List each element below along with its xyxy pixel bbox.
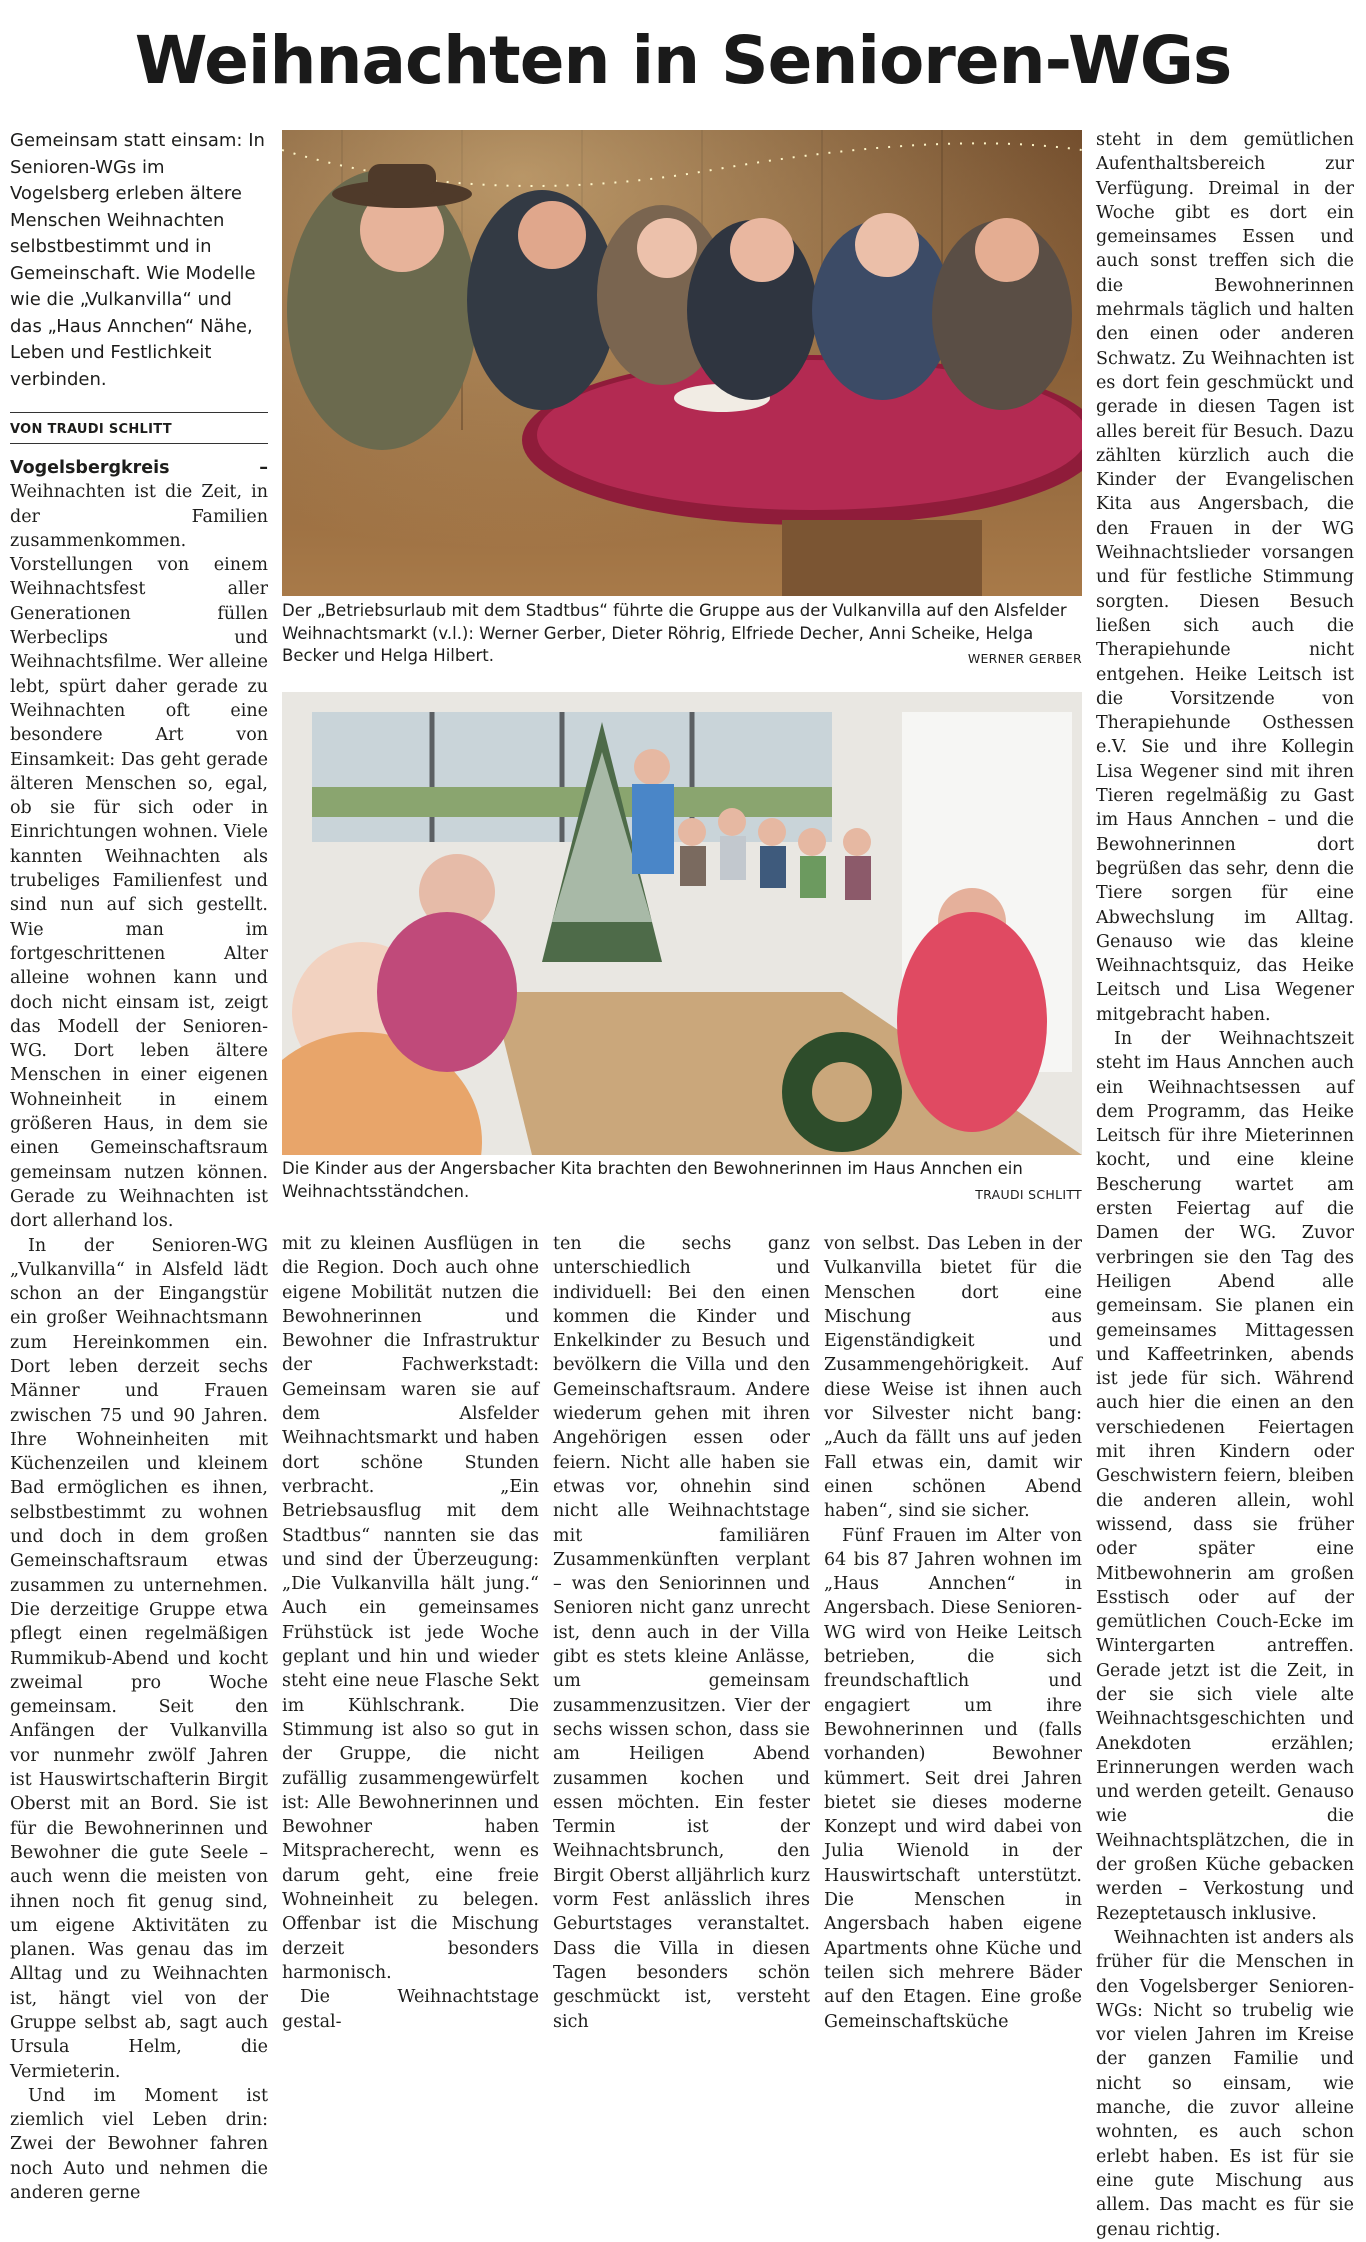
paragraph: steht in dem gemütlichen Aufenthaltsbereich zur Verfügung. Dreimal in der Woche gibt es dort ein gemeinsames Essen und auch sonst treffen sich die die Bewohnerinnen mehrmals täglich und halten den einen oder anderen Schwatz. Zu Weihnachten ist es dort fein geschmückt und gerade in diesen Tagen ist alles bereit für Besuch. Dazu zählten kürzlich auch die Kinder der Evangelischen Kita aus Angersbach, die den Frauen in der WG Weihnachtslieder vorsangen und für festliche Stimmung sorgten. Diesen Besuch ließen sich auch die Therapiehunde nicht entgehen. Heike Leitsch ist die Vorsitzende von Therapiehunde Osthessen e.V. Sie und ihre Kollegin Lisa Wegener sind mit ihren Tieren regelmäßig zu Gast im Haus Annchen – und die Bewohnerinnen dort begrüßen das sehr, denn die Tiere sorgen für eine Abwechslung im Alltag. Genauso wie das kleine Weihnachtsquiz, das Heike Leitsch und Lisa Wegener mitgebracht haben.: [1096, 130, 1354, 1025]
article-column-2: [282, 1232, 539, 2034]
photo-illustration: [282, 692, 1082, 1155]
article-column-4: [824, 1232, 1082, 2034]
photo1-caption: Der „Betriebsurlaub mit dem Stadtbus“ führte die Gruppe aus der Vulkanvilla auf den Alsfelder Weihnachtsmarkt (v.l.): Werner Gerber, Dieter Röhrig, Elfriede Decher, Anni Scheike, Helga Becker und Helga Hilbert.: [282, 601, 1067, 665]
paragraph: Die Weihnachtstage gestal-: [282, 1987, 539, 2032]
article-column-3: [553, 1232, 810, 2034]
paragraph: von selbst. Das Leben in der Vulkanvilla bietet für die Menschen dort eine Mischung aus Eigenständigkeit und Zusammengehörigkeit. Auf diese Weise ist ihnen auch vor Silvester nicht bang: „Auch da fällt uns auf jeden Fall etwas ein, damit wir einen schönen Abend haben“, sind sie sicher.: [824, 1234, 1082, 1522]
paragraph: Fünf Frauen im Alter von 64 bis 87 Jahren wohnen im „Haus Annchen“ in Angersbach. Diese Senioren-WG wird von Heike Leitsch betrieben, die sich freundschaftlich und engagiert um ihre Bewohnerinnen und (falls vorhanden) Bewohner kümmert. Seit drei Jahren bietet sie dieses moderne Konzept und wird dabei von Julia Wienold in der Hauswirtschaft unterstützt. Die Menschen in Angersbach haben eigene Apartments ohne Küche und teilen sich mehrere Bäder auf den Etagen. Eine große Gemeinschaftsküche: [824, 1525, 1082, 2032]
byline-rule-top: [10, 412, 268, 413]
paragraph: Weihnachten ist anders als früher für die Menschen in den Vogelsberger Senioren-WGs: Nicht so trubelig wie vor vielen Jahren im Kreise der ganzen Familie und nicht so einsam, wie manche, die zuvor alleine wohnten, es auch schon erlebt haben. Es ist für sie eine gute Mischung aus allem. Das macht es für sie genau richtig.: [1096, 1927, 1354, 2240]
paragraph-text: Weihnachten ist die Zeit, in der Familien zusammenkommen. Vorstellungen von einem Weihnachtsfest aller Generationen füllen Werbeclips und Weihnachtsfilme. Wer alleine lebt, spürt daher gerade zu Weihnachten oft eine besondere Art von Einsamkeit: Das geht gerade älteren Menschen so, egal, ob sie für sich oder in Einrichtungen wohnen. Viele kannten Weihnachten als trubeliges Familienfest und sind nun auf sich gestellt. Wie man im fortgeschrittenen Alter alleine wohnen kann und doch nicht einsam ist, zeigt das Modell der Senioren-WG. Dort leben ältere Menschen in einer eigenen Wohneinheit in einem größeren Haus, in dem sie einen Gemeinschaftsraum gemeinsam nutzen können. Gerade zu Weihnachten ist dort allerhand los.: [10, 482, 268, 1232]
lead-text: Gemeinsam statt einsam: In Senioren-WGs im Vogelsberg erleben ältere Menschen Weihnachten selbstbestimmt und in Gemeinschaft. Wie Modelle wie die „Vulkanvilla“ und das „Haus Annchen“ Nähe, Leben und Festlichkeit verbinden.: [10, 130, 265, 390]
article-column-5: [1096, 128, 1354, 2242]
photo2-caption: Die Kinder aus der Angersbacher Kita brachten den Bewohnerinnen im Haus Annchen ein Weihnachtsständchen.: [282, 1159, 1023, 1201]
paragraph: mit zu kleinen Ausflügen in die Region. Doch auch ohne eigene Mobilität nutzen die Bewohnerinnen und Bewohner die Infrastruktur der Fachwerkstadt: Gemeinsam waren sie auf dem Alsfelder Weihnachtsmarkt und haben dort schöne Stunden verbracht. „Ein Betriebsausflug mit dem Stadtbus“ nannten sie das und sind der Überzeugung: „Die Vulkanvilla hält jung.“ Auch ein gemeinsames Frühstück ist jede Woche geplant und hin und wieder steht eine neue Flasche Sekt im Kühlschrank. Die Stimmung ist also so gut in der Gruppe, die nicht zufällig zusammengewürfelt ist: Alle Bewohnerinnen und Bewohner haben Mitspracherecht, wenn es darum geht, eine freie Wohneinheit zu belegen. Offenbar ist die Mischung derzeit besonders harmonisch.: [282, 1234, 539, 1983]
byline-rule-bottom: [10, 443, 268, 444]
paragraph: Und im Moment ist ziemlich viel Leben drin: Zwei der Bewohner fahren noch Auto und nehmen die anderen gerne: [10, 2085, 268, 2204]
paragraph: ten die sechs ganz unterschiedlich und individuell: Bei den einen kommen die Kinder und Enkelkinder zu Besuch und bevölkern die Villa und den Gemeinschaftsraum. Andere wiederum gehen mit ihren Angehörigen essen oder feiern. Nicht alle haben sie etwas vor, ohnehin sind nicht alle Weihnachtstage mit familiären Zusammenkünften verplant – was den Seniorinnen und Senioren nicht ganz unrecht ist, denn auch in der Villa gibt es stets kleine Anlässe, um gemeinsam zusammenzusitzen. Vier der sechs wissen schon, dass sie am Heiligen Abend zusammen kochen und essen möchten. Ein fester Termin ist der Weihnachtsbrunch, den Birgit Oberst alljährlich kurz vorm Fest anlässlich ihres Geburtstages veranstaltet. Dass die Villa in diesen Tagen besonders schön geschmückt ist, versteht sich: [553, 1234, 810, 2032]
article-column-1: [10, 456, 268, 2205]
photo-christmas-market-group: [282, 130, 1082, 596]
dateline: Vogelsbergkreis –: [10, 458, 268, 478]
photo1-credit: WERNER GERBER: [967, 651, 1082, 666]
byline: VON TRAUDI SCHLITT: [10, 422, 172, 437]
headline: Weihnachten in Senioren-WGs: [134, 22, 1232, 99]
photo-illustration: [282, 130, 1082, 596]
photo2-credit: TRAUDI SCHLITT: [975, 1187, 1082, 1202]
paragraph: In der Weihnachtszeit steht im Haus Annchen auch ein Weihnachtsessen auf dem Programm, das Heike Leitsch für ihre Mieterinnen kocht, und eine kleine Bescherung wartet am ersten Feiertag auf die Damen der WG. Zuvor verbringen sie den Tag des Heiligen Abend alle gemeinsam. Sie planen ein gemeinsames Mittagessen und Kaffeetrinken, abends ist jede für sich. Während auch hier die einen an den verschiedenen Feiertagen mit ihren Kindern oder Geschwistern feiern, bleiben die anderen allein, wohl wissend, dass sie früher oder später eine Mitbewohnerin am großen Esstisch oder auf der gemütlichen Couch-Ecke im Wintergarten antreffen. Gerade jetzt ist die Zeit, in der sie sich viele alte Weihnachtsgeschichten und Anekdoten erzählen; Erinnerungen werden wach und werden geteilt. Genauso wie die Weihnachtsplätzchen, die in der großen Küche gebacken werden – Verkostung und Rezeptetausch inklusive.: [1096, 1028, 1354, 1924]
paragraph: [10, 456, 268, 1234]
paragraph: In der Senioren-WG „Vulkanvilla“ in Alsfeld lädt schon an der Eingangstür ein großer Weihnachtsmann zum Hereinkommen ein. Dort leben derzeit sechs Männer und Frauen zwischen 75 und 90 Jahren. Ihre Wohneinheiten mit Küchenzeilen und kleinem Bad ermöglichen es ihnen, selbstbestimmt zu wohnen und doch in dem großen Gemeinschaftsraum etwas zusammen zu unternehmen. Die derzeitige Gruppe etwa pflegt einen regelmäßigen Rummikub-Abend und kocht zweimal pro Woche gemeinsam. Seit den Anfängen der Vulkanvilla vor nunmehr zwölf Jahren ist Hauswirtschafterin Birgit Oberst mit an Bord. Sie ist für die Bewohnerinnen und Bewohner die gute Seele – auch wenn die meisten von ihnen noch fit genug sind, um eigene Aktivitäten zu planen. Was genau das im Alltag und zu Weihnachten ist, hängt viel von der Gruppe selbst ab, sagt auch Ursula Helm, die Vermieterin.: [10, 1235, 268, 2082]
photo-kita-visit: [282, 692, 1082, 1155]
